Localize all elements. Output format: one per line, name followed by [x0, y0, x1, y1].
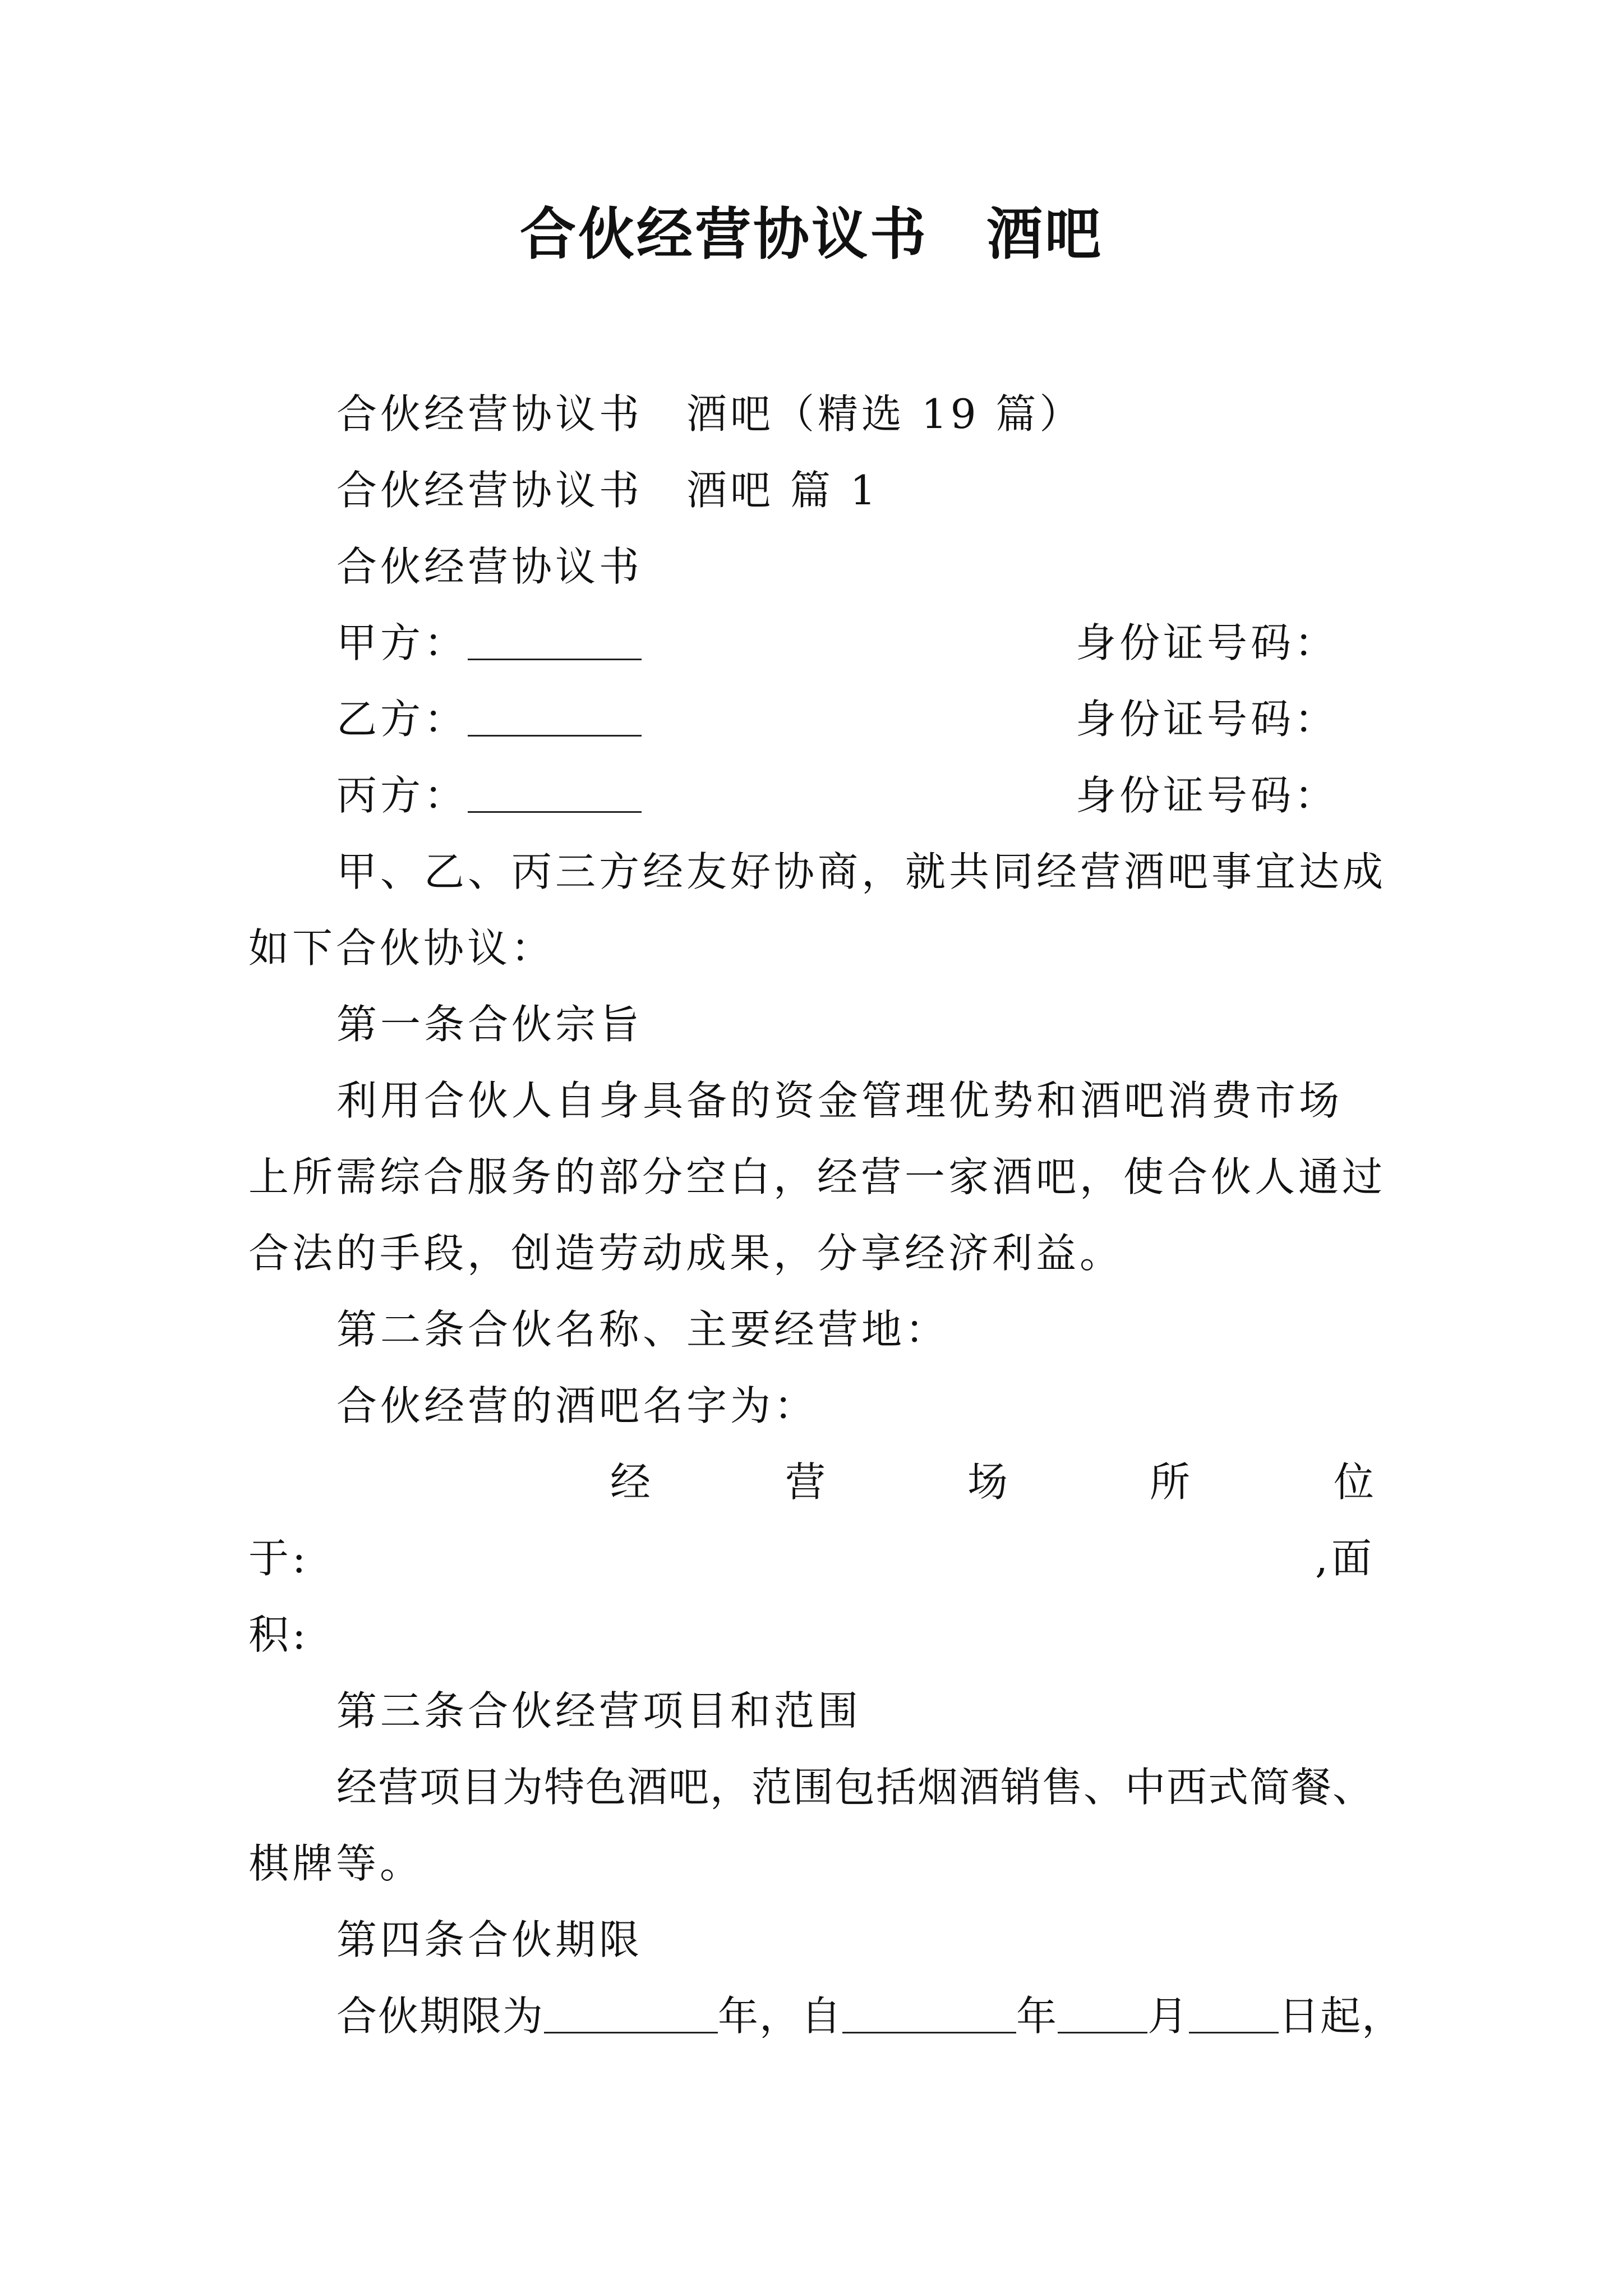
article-2-title: 第二条合伙名称、主要经营地： — [336, 1306, 949, 1353]
article-3-text-2: 棋牌等。 — [248, 1840, 424, 1887]
term-line — [336, 1988, 1403, 2044]
area-label-end: 积: — [248, 1611, 310, 1658]
start-month-blank[interactable] — [1058, 1993, 1147, 2033]
party-b-row — [336, 691, 642, 747]
month-label: 月 — [1147, 1993, 1189, 2040]
party-c-row — [336, 767, 642, 823]
article-4-title: 第四条合伙期限 — [336, 1916, 643, 1963]
location-char-1: 经 — [610, 1458, 651, 1506]
article-1-text-2: 上所需综合服务的部分空白，经营一家酒吧，使合伙人通过 — [248, 1153, 1386, 1200]
subtitle-line: 合伙经营协议书 酒吧（精选 19 篇） — [336, 390, 1083, 438]
party-a-blank[interactable] — [468, 619, 642, 660]
party-b-id-label: 身份证号码： — [1076, 696, 1339, 743]
article-3-text-1: 经营项目为特色酒吧，范围包括烟酒销售、中西式简餐、 — [336, 1764, 1375, 1811]
term-from-label: 年，自 — [718, 1993, 843, 2040]
party-a-id-label: 身份证号码： — [1076, 619, 1339, 666]
party-a-label: 甲方： — [336, 619, 468, 666]
article-1-text-1: 利用合伙人自身具备的资金管理优势和酒吧消费市场 — [336, 1077, 1343, 1124]
start-day-blank[interactable] — [1189, 1993, 1279, 2033]
location-char-3: 场 — [967, 1458, 1008, 1506]
start-year-blank[interactable] — [842, 1993, 1016, 2033]
section-heading: 合伙经营协议书 酒吧 篇 1 — [336, 467, 879, 514]
party-b-label: 乙方： — [336, 696, 468, 743]
party-a-row — [336, 615, 642, 671]
document-title: 合伙经营协议书 酒吧 — [520, 201, 1103, 267]
intro-line-2: 如下合伙协议： — [248, 924, 555, 972]
party-c-id-label: 身份证号码： — [1076, 772, 1339, 819]
article-1-title: 第一条合伙宗旨 — [336, 1001, 643, 1048]
intro-line-1: 甲、乙、丙三方经友好协商，就共同经营酒吧事宜达成 — [336, 848, 1387, 895]
area-label-start: ,面 — [1315, 1535, 1375, 1582]
day-label: 日起， — [1279, 1993, 1404, 2040]
term-label: 合伙期限为 — [336, 1993, 545, 2040]
article-3-title: 第三条合伙经营项目和范围 — [336, 1687, 862, 1734]
article-2-bar-name: 合伙经营的酒吧名字为： — [336, 1382, 818, 1429]
location-char-2: 营 — [785, 1458, 826, 1506]
party-c-label: 丙方： — [336, 772, 468, 819]
year-label: 年 — [1016, 1993, 1058, 2040]
location-char-5: 位 — [1334, 1458, 1375, 1506]
party-c-blank[interactable] — [468, 772, 642, 813]
location-yu: 于: — [248, 1535, 310, 1582]
term-years-blank[interactable] — [544, 1993, 718, 2033]
article-1-text-3: 合法的手段，创造劳动成果，分享经济利益。 — [248, 1230, 1124, 1277]
agreement-heading: 合伙经营协议书 — [336, 543, 643, 590]
party-b-blank[interactable] — [468, 696, 642, 737]
location-char-4: 所 — [1150, 1458, 1191, 1506]
